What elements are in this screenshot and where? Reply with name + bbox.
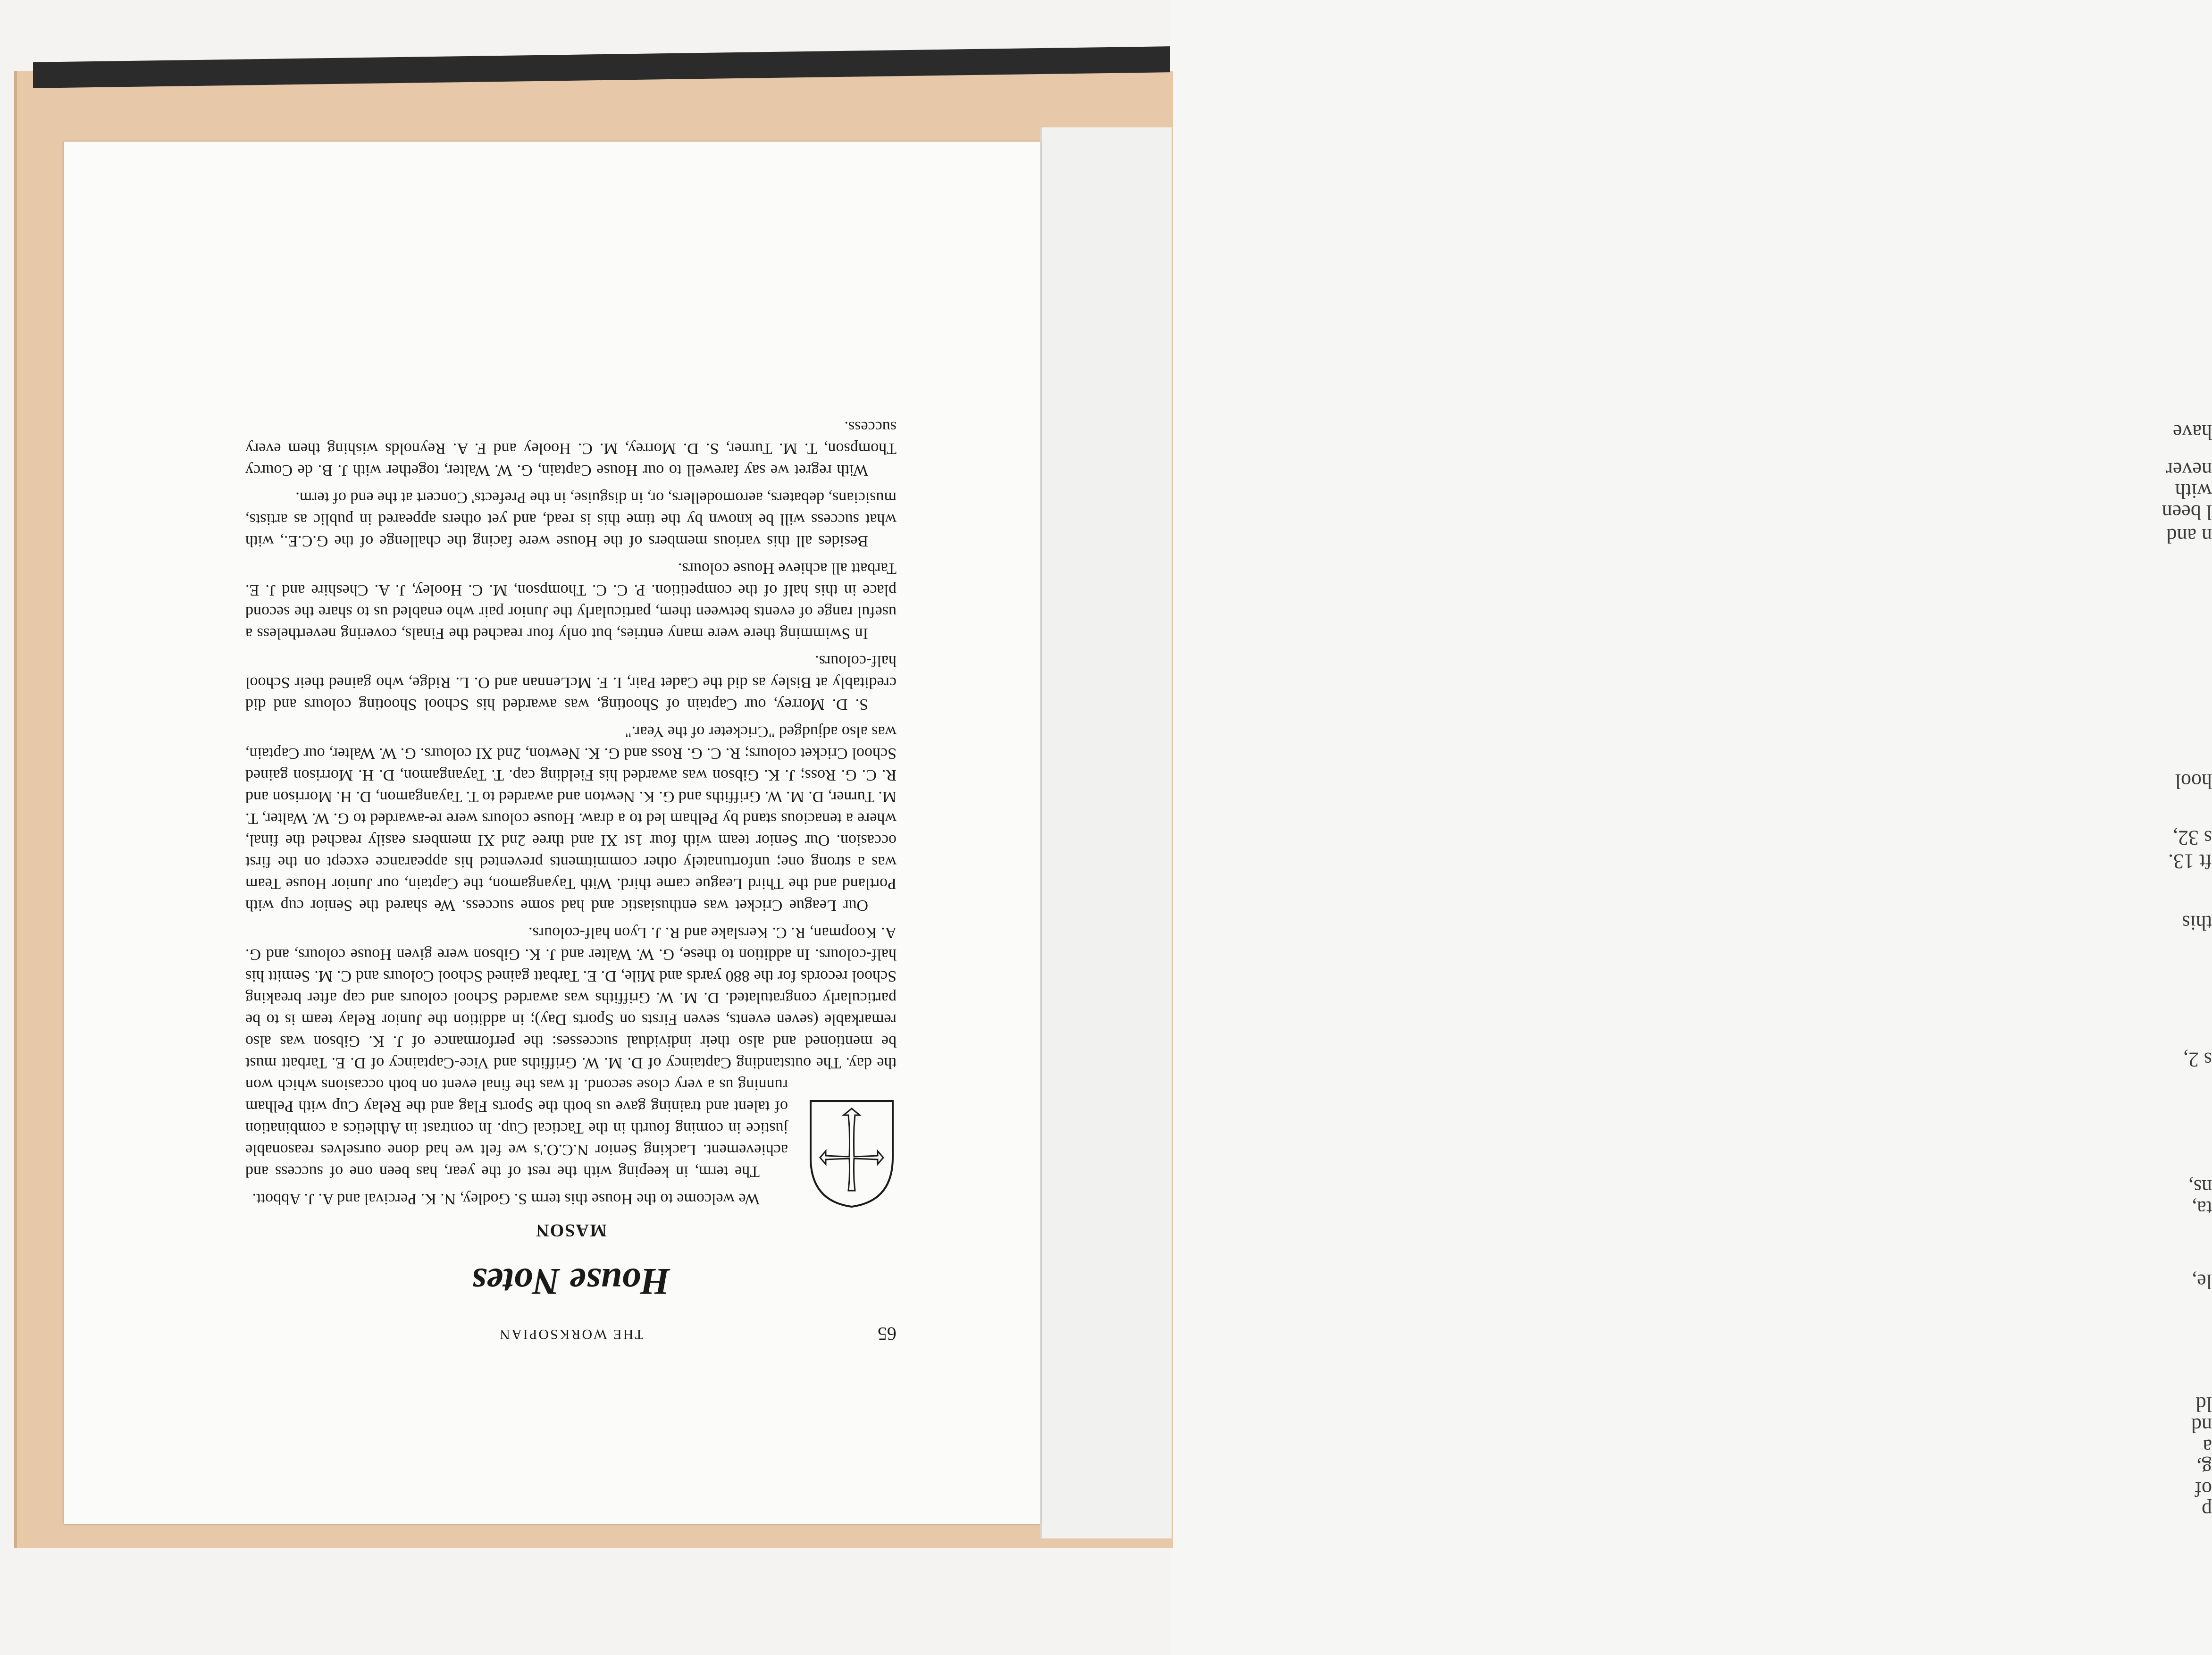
house-name: MASON	[535, 1220, 607, 1240]
paragraph-shooting: S. D. Morrey, our Captain of Shooting, was awarded his School Shooting colours and did creditably at Bisley as did the Cadet Pair, I. F. McLennan and O. L. Ridge, who gained their School half-colours.	[245, 652, 897, 713]
paragraph-swimming: In Swimming there were many entries, but only four reached the Finals, covering nevertheless a useful range of events between them, particularly the Junior pair who enabled us to share the second place in this half of the competition. P. C. C. Thompson, M. C. Hooley, J. A. Cheshire and J. E. Tarbatt all achieve House colours.	[245, 560, 897, 642]
facing-page-fragment: s 32,	[2172, 826, 2212, 849]
facing-page-fragment: ld	[2195, 1393, 2212, 1416]
paragraph-welcome: We welcome to the House this term S. Godley, N. K. Percival and A. J. Abbott.	[252, 1190, 760, 1208]
facing-page-fragment: g,	[2196, 1456, 2212, 1479]
facing-page-fragment: n and	[2166, 524, 2212, 547]
paragraph-athletics: The term, in keeping with the rest of the year, has been one of success and achievement. Lacking Senior N.C.O.'s we felt we had done ourselves reasonable justice in coming fourth in the Tactical Cup. In contrast in Athletics a combination of talent and training gave us both the Sports Flag and the Relay Cup with Pelham running us a very close second. It was the final event on both occasions which won the day. The outstanding Captaincy of D. M. W. Griffiths and Vice-Captaincy of D. E. Tarbatt must be mentioned and also their individual successes: the performance of J. K. Gibson was also remarkable (seven events, seven Firsts on Sports Day); in addition the Junior Relay team is to be particularly congratulated. D. M. W. Griffiths was awarded School colours and cap after breaking School records for the 880 yards and Mile, D. E. Tarbatt gained School Colours and C. M. Semitt his half-colours. In addition to these, G. W. Walter and J. K. Gibson were given House colours, and G. A. Koopman, R. C. Kerslake and R. J. Lyon half-colours.	[245, 924, 897, 1180]
facing-page-fragment: s 2,	[2183, 1048, 2212, 1071]
page-number: 65	[878, 1323, 897, 1344]
facing-page-fragment: ns,	[2188, 1176, 2212, 1199]
facing-page-fragment: of	[2195, 1478, 2212, 1501]
facing-page-fragment: le,	[2192, 1270, 2212, 1293]
facing-page-fragment: hool	[2175, 770, 2212, 793]
facing-page-fragment: have	[2172, 420, 2212, 444]
journal-title: THE WORKSOPIAN	[498, 1327, 644, 1342]
facing-page-fragment: this	[2182, 911, 2212, 934]
facing-page-fragment: ft 13.	[2168, 850, 2212, 873]
paragraph-activities: Besides all this various members of the House were facing the challenge of the G.C.E., with what success will be known by the time this is read, and yet others appeared in public as artists, musicians, debaters, aeromodellers, or, in disguise, in the Prefects' Concert at the end of term.	[245, 489, 897, 550]
facing-page-fragment: a	[2203, 1435, 2212, 1458]
facing-page	[1040, 127, 2212, 1538]
facing-page-fragment: l been	[2162, 501, 2212, 524]
shield-with-cross-icon	[807, 1096, 897, 1210]
facing-page-fragment: with	[2175, 479, 2212, 503]
paragraph-farewell: With regret we say farewell to our House Captain, G. W. Walter, together with J. B. de Courcy Thompson, T. M. Turner, S. D. Morrey, M. C. Hooley and F. A. Reynolds wishing them every success.	[245, 418, 897, 479]
paragraph-cricket: Our League Cricket was enthusiastic and had some success. We shared the Senior cup with Portland and the Third League came third. With Tayangamon, the Captain, our Junior House Team was a strong one; unfortunately other commitments prevented his appearance except on the first occasion. Our Senior team with four 1st XI and three 2nd XI members easily reached the final, where a tenacious stand by Pelham led to a draw. House colours were re-awarded to G. W. Walter, T. M. Turner, D. M. W. Griffiths and G. K. Newton and awarded to T. Tayangamon, D. H. Morrison and R. C. G. Ross; J. K. Gibson was awarded his Fielding cap. T. Tayangamon, D. H. Morrison gained School Cricket colours; R. C. G. Ross and G. K. Newton, 2nd XI colours. G. W. Walter, our Captain, was also adjudged "Cricketer of the Year."	[245, 723, 897, 914]
facing-page-fragment: ta,	[2192, 1197, 2212, 1220]
running-head	[245, 1312, 897, 1345]
section-title: House Notes	[472, 1260, 670, 1302]
facing-page-fragment: never	[2166, 458, 2212, 481]
page-content	[245, 278, 897, 1345]
facing-page-fragment: nd	[2191, 1414, 2212, 1437]
facing-page-fragment: p	[2202, 1499, 2212, 1522]
